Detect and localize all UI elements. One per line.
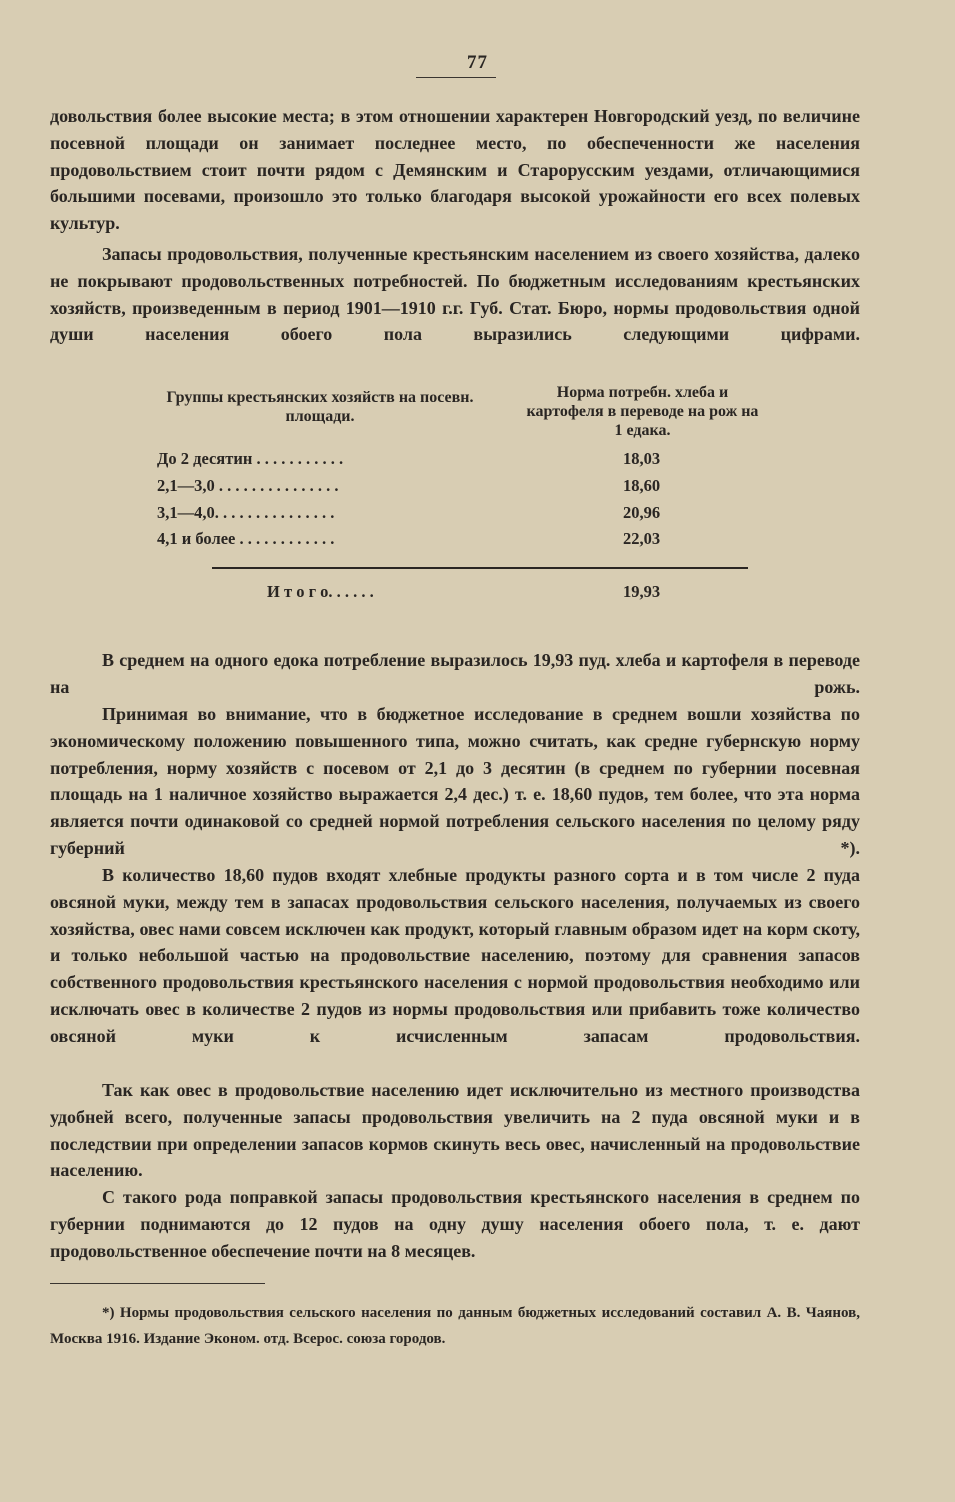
table-total-rule — [212, 567, 748, 569]
table-row — [157, 529, 717, 553]
table-header-groups: Группы крестьянских хозяйств на посевн. площади. — [166, 389, 474, 425]
table-header-norm: Норма потребн. хлеба и картофеля в переводе на рож на 1 едака. — [526, 384, 759, 439]
paragraph-3 — [50, 647, 860, 701]
paragraph-4-text: Принимая во внимание, что в бюджетное исследование в среднем вошли хозяйства по экономическому положению повышенного типа, можно считать, как средне губернскую норму потребления, норму хозяйств с посевом от 2,1 до 3 десятин (в среднем по губернии посевная площадь на 1 наличное хозяйство выражается 2,4 дес.) т. е. 18,60 пудов, тем более, что эта норма является почти одинаковой со средней нормой потребления сельского населения по целому ряду губерний *). — [50, 704, 860, 858]
paragraph-2 — [50, 241, 860, 348]
table-row-group: 4,1 и более . . . . . . . . . . . . — [157, 529, 335, 548]
table-total-row — [157, 582, 717, 606]
paragraph-7 — [50, 1184, 860, 1264]
table-row — [157, 503, 717, 527]
table-row-group: До 2 десятин . . . . . . . . . . . — [157, 449, 344, 468]
paragraph-6 — [50, 1077, 860, 1184]
table-row — [157, 476, 717, 500]
paragraph-3-text: В среднем на одного едока потребление выразилось 19,93 пуд. хлеба и картофеля в переводе на рожь. — [50, 650, 860, 697]
table-total-label: И т о г о. . . . . . — [267, 582, 374, 601]
paragraph-5-text: В количество 18,60 пудов входят хлебные продукты разного сорта и в том числе 2 пуда овсяной муки, между тем в запасах продовольствия сельского населения, получаемых из своего хозяйства, овес нами совсем исключен как продукт, который главным образом идет на корм скоту, и только небольшой частью на продовольствие населению, поэтому для сравнения запасов собственного продовольствия крестьянского населения с нормой продовольствия необходимо или исключать овес в количестве 2 пудов из нормы продовольствия или прибавить тоже количество овсяной муки к исчисленным запасам продовольствия. — [50, 865, 860, 1046]
page-number-rule — [416, 77, 496, 78]
footnote-text: *) Нормы продовольствия сельского населения по данным бюджетных исследований составил А. В. Чаянов, Москва 1916. Издание Эконом. отд. Всерос. союза городов. — [50, 1305, 860, 1347]
paragraph-2-text: Запасы продовольствия, полученные крестьянским населением из своего хозяйства, далеко не покрывают продовольственных потребностей. По бюджетным исследованиям крестьянских хозяйств, произведенным в период 1901—1910 г.г. Губ. Стат. Бюро, нормы продовольствия одной души населения обоего пола выразились следующими цифрами. — [50, 244, 860, 345]
paragraph-7-text: С такого рода поправкой запасы продовольствия крестьянского населения в среднем по губернии поднимаются до 12 пудов на одну душу населения обоего пола, т. е. дают продовольственное обеспечение почти на 8 месяцев. — [50, 1187, 860, 1261]
paragraph-6-text: Так как овес в продовольствие населению идет исключительно из местного производства удобней всего, полученные запасы продовольствия увеличить на 2 пуда овсяной муки и в последствии при определении запасов кормов скинуть весь овес, начисленный на продовольствие населению. — [50, 1080, 860, 1181]
table-total-value: 19,93 — [623, 582, 661, 601]
table-row-norm: 20,96 — [623, 503, 661, 522]
paragraph-1: довольствия более высокие места; в этом отношении характерен Новгородский уезд, по величине посевной площади он занимает последнее место, по обеспеченности же населения продовольствием стоит почти рядом с Демянским и Старорусским уездами, отличающимися большими посевами, произошло это только благодаря высокой урожайности его всех полевых культур. — [50, 106, 860, 234]
table-row-group: 3,1—4,0. . . . . . . . . . . . . . . — [157, 503, 335, 522]
page-number: 77 — [467, 52, 488, 73]
paragraph-5 — [50, 862, 860, 1050]
footnote-rule — [50, 1283, 265, 1284]
table-row-norm: 18,03 — [623, 449, 661, 468]
footnote — [50, 1300, 860, 1352]
paragraph-4 — [50, 701, 860, 862]
table-row-group: 2,1—3,0 . . . . . . . . . . . . . . . — [157, 476, 339, 495]
table-row-norm: 18,60 — [623, 476, 661, 495]
table-row-norm: 22,03 — [623, 529, 661, 548]
table-row — [157, 449, 717, 473]
